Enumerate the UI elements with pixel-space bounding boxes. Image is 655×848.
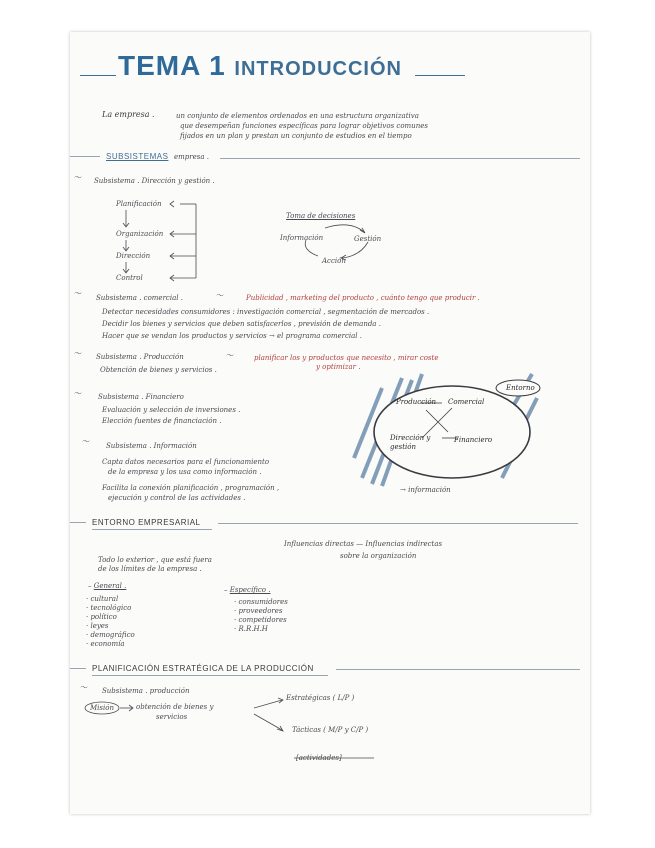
general-item: · demográfico <box>86 631 135 639</box>
squiggle-icon: 〜 <box>74 173 82 182</box>
especifico-item: · competidores <box>234 616 287 624</box>
stage-organizacion: Organización <box>116 230 164 238</box>
especifico-item: · proveedores <box>234 607 283 615</box>
node-financiero: Financiero <box>454 436 493 444</box>
informacion-item: ejecución y control de las actividades . <box>108 494 246 502</box>
informacion-item: Capta datos necesarios para el funcionamiento <box>102 458 270 466</box>
obtencion-text: obtención de bienes y <box>136 703 214 711</box>
especifico-item: · R.R.H.H <box>234 625 268 633</box>
tacticas-label: Tácticas ( M/P y C/P ) <box>292 726 369 734</box>
especifico-heading: – Específico . <box>224 586 271 594</box>
general-item: · leyes <box>86 622 109 630</box>
informacion-label: Subsistema . Información <box>106 442 197 450</box>
squiggle-icon: 〜 <box>74 289 82 298</box>
squiggle-icon: 〜 <box>226 351 234 360</box>
title-sub: INTRODUCCIÓN <box>234 58 402 80</box>
squiggle-icon: 〜 <box>80 683 88 692</box>
actividades-label: [actividades] <box>296 754 342 762</box>
comercial-item: Hacer que se vendan los productos y servicios → el programa comercial . <box>102 332 362 340</box>
financiero-item: Elección fuentes de financiación . <box>102 417 222 425</box>
stage-control: Control <box>116 274 143 282</box>
entorno-def: Todo lo exterior , que está fuera <box>98 556 212 564</box>
section-rule <box>220 158 580 159</box>
cycle-accion: Acción <box>322 257 346 265</box>
section-rule <box>336 669 580 670</box>
comercial-item: Decidir los bienes y servicios que deben satisfacerlos , previsión de demanda . <box>102 320 381 328</box>
subsistemas-suffix: empresa . <box>174 153 209 161</box>
squiggle-icon: 〜 <box>82 437 90 446</box>
estrategicas-label: Estratégicas ( L/P ) <box>286 694 355 702</box>
informacion-item: de la empresa y los usa como información . <box>108 468 262 476</box>
squiggle-icon: 〜 <box>216 291 224 300</box>
title-rule-left <box>80 75 116 76</box>
entorno-influencias: sobre la organización <box>340 552 417 560</box>
obtencion-text: servicios <box>156 713 188 721</box>
general-item: · político <box>86 613 117 621</box>
produccion-note: y optimizar . <box>316 363 361 371</box>
squiggle-icon: 〜 <box>74 389 82 398</box>
mision-label: Misión <box>90 704 114 712</box>
heading-underline <box>92 675 328 676</box>
general-item: · cultural <box>86 595 119 603</box>
subsistemas-heading: SUBSISTEMAS <box>106 152 169 161</box>
planificacion-heading: PLANIFICACIÓN ESTRATÉGICA DE LA PRODUCCIÓN <box>92 664 314 673</box>
stage-direccion: Dirección <box>116 252 151 260</box>
squiggle-icon: 〜 <box>74 349 82 358</box>
entorno-label: Entorno <box>506 384 535 392</box>
empresa-def-line: fijados en un plan y prestan un conjunto de estudios en el tiempo <box>180 132 412 140</box>
notebook-page <box>70 32 590 814</box>
section-rule <box>70 156 100 157</box>
heading-underline <box>92 529 212 530</box>
section-rule <box>70 668 86 669</box>
empresa-label: La empresa . <box>102 110 155 119</box>
page-title <box>118 50 402 82</box>
financiero-label: Subsistema . Financiero <box>98 393 184 401</box>
comercial-item: Detectar necesidades consumidores : investigación comercial , segmentación de mercados . <box>102 308 430 316</box>
planificacion-sub: Subsistema . producción <box>102 687 190 695</box>
entorno-def: de los límites de la empresa . <box>98 565 202 573</box>
especifico-item: · consumidores <box>234 598 288 606</box>
title-rule-right <box>415 75 465 76</box>
informacion-item: Facilita la conexión planificación , programación , <box>102 484 280 492</box>
general-heading: – General . <box>88 582 127 590</box>
produccion-label: Subsistema . Producción <box>96 353 184 361</box>
cycle-toma: Toma de decisiones <box>286 212 356 220</box>
entorno-influencias: Influencias directas — Influencias indirectas <box>284 540 443 548</box>
entorno-heading: ENTORNO EMPRESARIAL <box>92 518 201 527</box>
produccion-item: Obtención de bienes y servicios . <box>100 366 217 374</box>
title-main: TEMA 1 <box>118 50 226 81</box>
comercial-label: Subsistema . comercial . <box>96 294 183 302</box>
general-item: · economía <box>86 640 125 648</box>
info-arrow: → información <box>400 486 451 494</box>
cycle-gestion: Gestión <box>354 235 382 243</box>
cycle-arrows <box>280 218 390 268</box>
node-produccion: Producción <box>396 398 437 406</box>
empresa-def-line: un conjunto de elementos ordenados en una estructura organizativa <box>176 112 419 120</box>
general-item: · tecnológico <box>86 604 132 612</box>
comercial-note: Publicidad , marketing del producto , cuánto tengo que producir . <box>246 294 480 302</box>
section-rule <box>70 522 86 523</box>
section-rule <box>218 523 578 524</box>
stages-arrows <box>110 198 210 288</box>
planificacion-diagram <box>84 696 414 806</box>
cycle-informacion: Información <box>280 234 324 242</box>
direccion-label: Subsistema . Dirección y gestión . <box>94 177 215 185</box>
empresa-def-line: que desempeñan funciones específicas para lograr objetivos comunes <box>180 122 428 130</box>
produccion-note: planificar los y productos que necesito , mirar coste <box>254 354 439 362</box>
financiero-item: Evaluación y selección de inversiones . <box>102 406 241 414</box>
stage-planificacion: Planificación <box>116 200 162 208</box>
node-comercial: Comercial <box>448 398 485 406</box>
node-direccion: Dirección y gestión <box>390 434 431 451</box>
